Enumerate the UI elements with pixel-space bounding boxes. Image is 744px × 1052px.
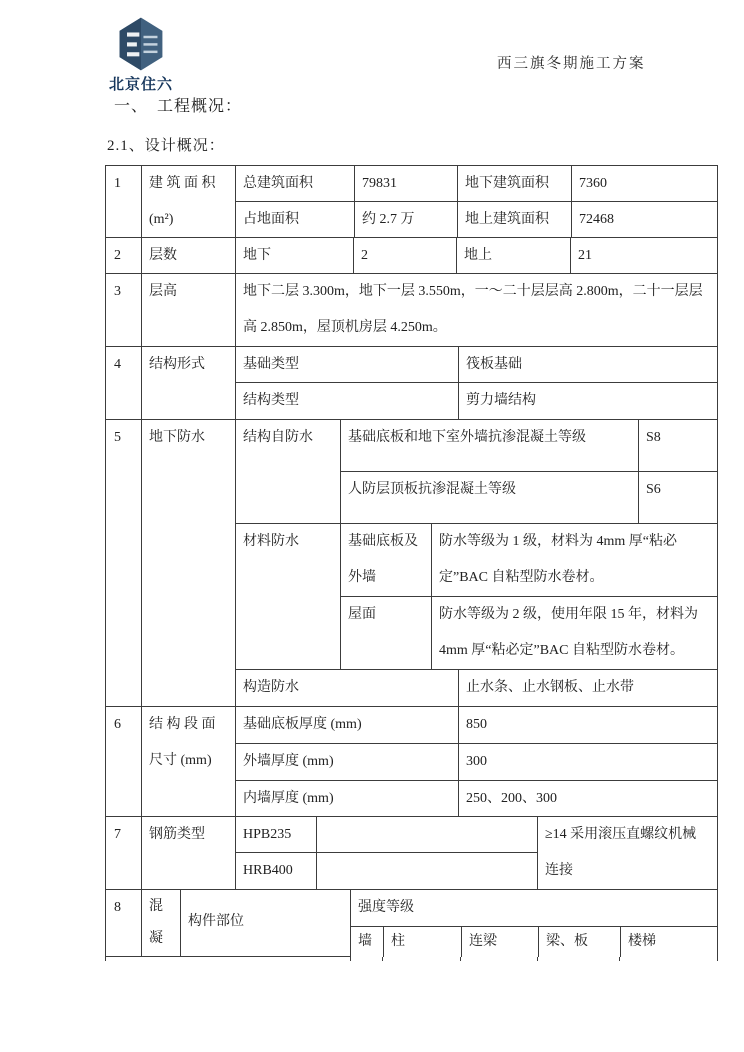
table-row: 2 层数 地下 2 地上 21 [106, 238, 717, 274]
storey-height-text: 地下二层 3.300m，地下一层 3.550m，一～二十层层高 2.800m，二十一层层高 2.850m，屋顶机房层 4.250m。 [235, 274, 717, 346]
component-part-header: 构件部位 [180, 890, 350, 957]
row-number: 5 [114, 430, 121, 445]
subsection-heading: 2.1、设计概况： [107, 138, 225, 154]
row-number: 1 [114, 176, 121, 191]
strength-grade-header: 强度等级 [358, 900, 414, 915]
table-row [106, 274, 717, 347]
row-number: 2 [114, 248, 121, 263]
row-number: 3 [114, 284, 121, 299]
self-waterproof-block: 结构自防水 基础底板和地下室外墙抗渗混凝土等级 S8 人防层顶板抗渗混凝土等级 S6 [236, 420, 717, 524]
row-number: 4 [114, 357, 121, 372]
row-label: 结 构 段 面 尺寸 (mm) [141, 707, 235, 816]
hexagon-logo-icon [116, 16, 166, 72]
row-label: 层数 [141, 238, 235, 273]
empty-cell [316, 817, 537, 852]
row-label: 地下防水 [141, 420, 235, 706]
table-subrow: 总建筑面积 79831 地下建筑面积 7360 [236, 166, 717, 202]
row-label: 层高 [141, 274, 235, 346]
empty-cell [316, 853, 537, 889]
table-row: 4 结构形式 基础类型 筏板基础 结构类型 剪力墙结构 [106, 347, 717, 420]
structural-waterproof-block: 构造防水 止水条、止水钢板、止水带 [236, 670, 717, 706]
row-label: 建 筑 面 积 (m²) [141, 166, 235, 237]
company-logo [106, 16, 176, 94]
logo-text: 北京住六 [108, 76, 173, 93]
table-subrow: 占地面积 约 2.7 万 地上建筑面积 72468 [236, 202, 717, 238]
document-header-title: 西三旗冬期施工方案 [497, 56, 646, 72]
table-row: 6 结 构 段 面 尺寸 (mm) 基础底板厚度 (mm) 850 外墙厚度 (mm) 300 内墙厚度 (mm) 250、200、300 [106, 707, 717, 817]
material-waterproof-block: 材料防水 基础底板及外墙 防水等级为 1 级，材料为 4mm 厚“粘必定”BAC 自粘型防水卷材。 屋面 防水等级为 2 级，使用年限 15 年，材料为 4mm 厚“粘必定”BAC 自粘型防水卷材。 [236, 524, 717, 670]
table-row [106, 166, 717, 238]
row-label: 混 凝 [141, 890, 180, 957]
table-row: 8 混 凝 构件部位 强度等级 墙 柱 连梁 梁、板 楼梯 [106, 890, 717, 957]
design-overview-table [105, 165, 718, 961]
table-row: 7 钢筋类型 HPB235 HRB400 ≥14 采用滚压直螺纹机械连接 [106, 817, 717, 890]
table-row [106, 420, 717, 707]
rebar-connection-note: ≥14 采用滚压直螺纹机械连接 [537, 817, 717, 889]
row-label: 钢筋类型 [141, 817, 235, 889]
row-number: 7 [114, 827, 121, 842]
row-label: 结构形式 [141, 347, 235, 419]
section-heading: 一、 工程概况： [114, 98, 243, 115]
row-number: 6 [114, 717, 121, 732]
page-break-line-stubs [350, 957, 717, 961]
row-number: 8 [106, 890, 141, 957]
